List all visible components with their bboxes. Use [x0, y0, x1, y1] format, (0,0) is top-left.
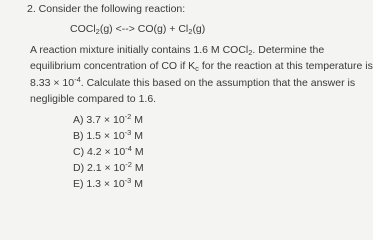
option-d-exponent: -2 — [125, 160, 132, 169]
body-line-3-text: 8.33 × 10 — [30, 77, 75, 89]
reaction-equation — [70, 23, 205, 36]
body-line-1-sub: 2 — [248, 48, 253, 57]
option-c-exponent: -4 — [125, 144, 132, 153]
product-formula: CO(g) + Cl — [137, 23, 189, 35]
option-a-exponent: -2 — [124, 112, 132, 121]
reactant-subscript: 2 — [95, 27, 100, 36]
product-phase: (g) — [192, 23, 206, 35]
option-e-value: E) 1.3 × 10 — [73, 178, 125, 190]
answer-option-a[interactable] — [73, 114, 143, 127]
body-line-3 — [30, 77, 355, 90]
option-b-unit: M — [131, 130, 144, 142]
answer-option-c[interactable] — [73, 146, 144, 159]
answer-option-e[interactable] — [73, 178, 143, 191]
equilibrium-arrow: <--> — [115, 23, 135, 35]
option-b-value: B) 1.5 × 10 — [73, 130, 125, 142]
body-line-1-tail: . Determine the — [252, 44, 325, 56]
body-line-3-sup: -4 — [74, 75, 81, 84]
body-line-1 — [30, 44, 324, 57]
option-e-exponent: -3 — [124, 176, 132, 185]
product-subscript: 2 — [188, 27, 193, 36]
option-c-unit: M — [131, 146, 144, 158]
body-line-2-text: equilibrium concentration of CO if K — [30, 60, 196, 72]
body-line-2 — [30, 60, 373, 73]
body-line-1-text: A reaction mixture initially contains 1.6 M COCl — [30, 44, 249, 56]
option-a-value: A) 3.7 × 10 — [73, 114, 125, 126]
option-a-unit: M — [131, 114, 144, 126]
body-line-4: negligible compared to 1.6. — [30, 93, 157, 105]
option-c-value: C) 4.2 × 10 — [73, 146, 126, 158]
body-line-2-tail: for the reaction at this temperature is — [198, 60, 373, 72]
question-title: 2. Consider the following reaction: — [27, 3, 186, 15]
option-e-unit: M — [131, 178, 144, 190]
option-d-unit: M — [131, 162, 144, 174]
body-line-2-sub: c — [195, 64, 199, 73]
answer-option-d[interactable] — [73, 162, 144, 175]
reactant-formula: COCl — [70, 23, 96, 35]
answer-option-b[interactable] — [73, 130, 143, 143]
body-line-3-tail: . Calculate this based on the assumption that the answer is — [80, 77, 356, 89]
option-b-exponent: -3 — [124, 128, 132, 137]
option-d-value: D) 2.1 × 10 — [73, 162, 126, 174]
reactant-phase: (g) — [99, 23, 113, 35]
